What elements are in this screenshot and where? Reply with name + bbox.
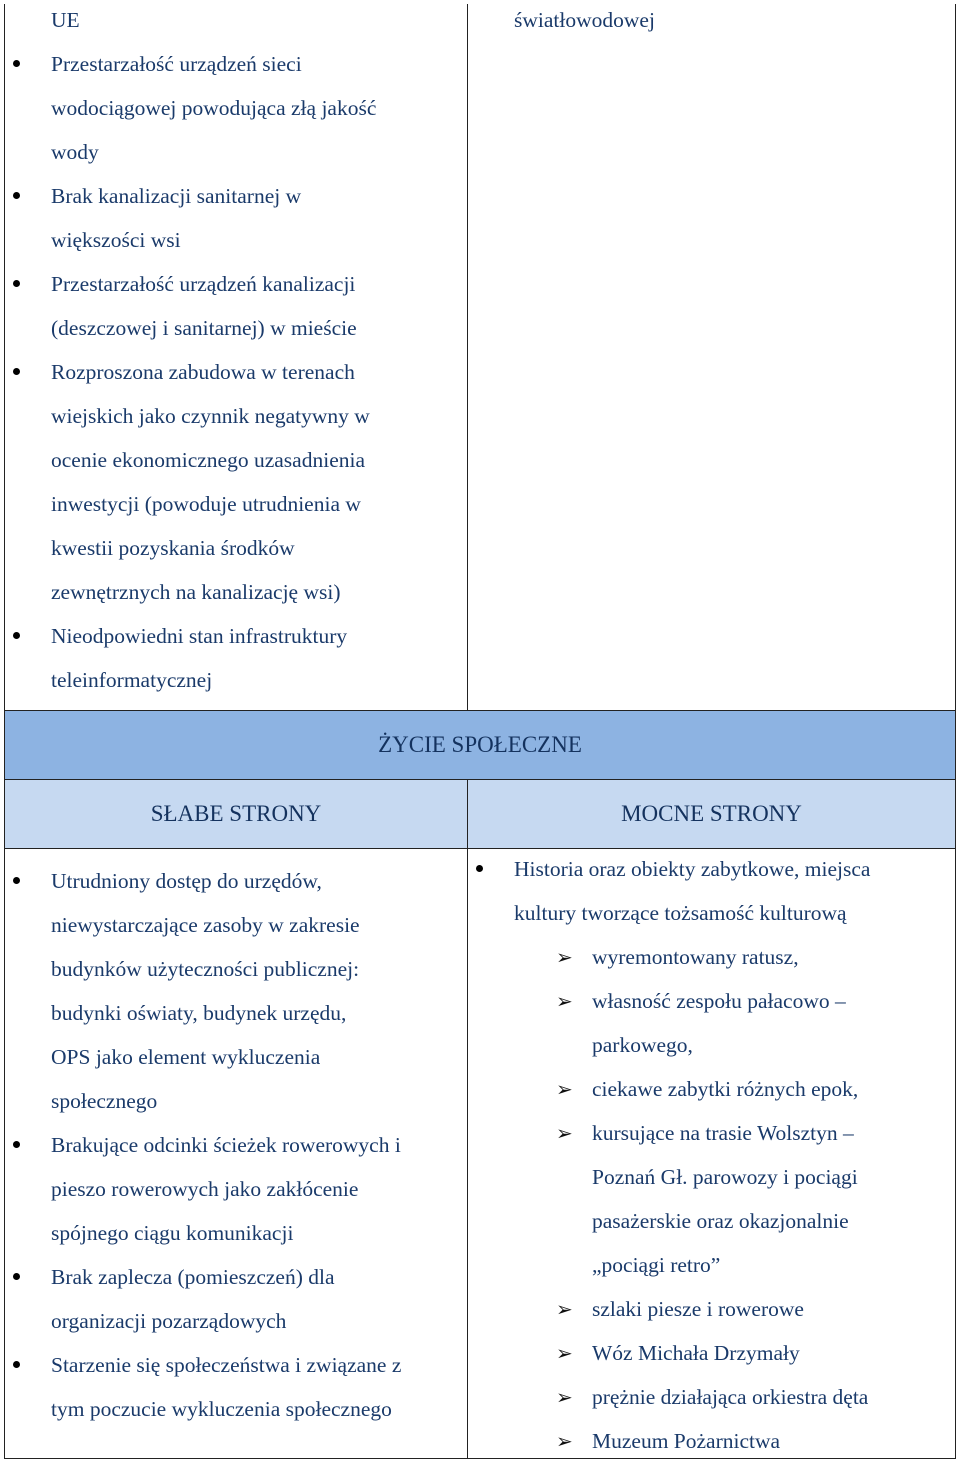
list-item: Brak zaplecza (pomieszczeń) dla organizacji pozarządowych bbox=[5, 1255, 465, 1343]
sub-list-item: ➢ Wóz Michała Drzymały bbox=[512, 1331, 952, 1375]
sub-list-item: ➢ własność zespołu pałacowo – parkowego, bbox=[512, 979, 952, 1067]
arrow-bullet-icon: ➢ bbox=[556, 989, 573, 1013]
list-item: Utrudniony dostęp do urzędów, niewystarczające zasoby w zakresie budynków użyteczności publicznej: budynki oświaty, budynek urzędu, OPS jako element wykluczenia społecznego bbox=[5, 859, 465, 1123]
arrow-bullet-icon: ➢ bbox=[556, 945, 573, 969]
top-right-cell bbox=[467, 4, 956, 711]
sub-list-item: ➢ ciekawe zabytki różnych epok, bbox=[512, 1067, 952, 1111]
sub-list-item: ➢ prężnie działająca orkiestra dęta bbox=[512, 1375, 952, 1419]
top-left-list bbox=[5, 42, 465, 702]
list-item: Przestarzałość urządzeń sieci wodociągowej powodująca złą jakość wody bbox=[5, 42, 465, 174]
sub-list-item: ➢ wyremontowany ratusz, bbox=[512, 935, 952, 979]
sub-list-item: ➢ szlaki piesze i rowerowe bbox=[512, 1287, 952, 1331]
strong-list bbox=[468, 847, 953, 935]
list-item: Przestarzałość urządzeń kanalizacji (deszczowej i sanitarnej) w mieście bbox=[5, 262, 465, 350]
section-header bbox=[4, 710, 956, 780]
arrow-bullet-icon: ➢ bbox=[556, 1121, 573, 1145]
top-left-cell bbox=[4, 4, 468, 711]
strong-sublist bbox=[512, 935, 952, 1463]
strong-cell bbox=[467, 848, 956, 1459]
sub-list-item: ➢ Muzeum Pożarnictwa bbox=[512, 1419, 952, 1463]
strong-header-cell bbox=[467, 779, 956, 849]
partial-label: UE bbox=[51, 8, 80, 32]
list-item: Historia oraz obiekty zabytkowe, miejsca kultury tworzące tożsamość kulturową bbox=[468, 847, 953, 935]
partial-text: światłowodowej bbox=[514, 8, 655, 32]
arrow-bullet-icon: ➢ bbox=[556, 1385, 573, 1409]
arrow-bullet-icon: ➢ bbox=[556, 1429, 573, 1453]
list-item: Brakujące odcinki ścieżek rowerowych i pieszo rowerowych jako zakłócenie spójnego ciągu komunikacji bbox=[5, 1123, 465, 1255]
arrow-bullet-icon: ➢ bbox=[556, 1297, 573, 1321]
list-item: Nieodpowiedni stan infrastruktury teleinformatycznej bbox=[5, 614, 465, 702]
swot-table bbox=[4, 4, 956, 1459]
strong-header: MOCNE STRONY bbox=[621, 801, 802, 826]
arrow-bullet-icon: ➢ bbox=[556, 1077, 573, 1101]
list-item: Rozproszona zabudowa w terenach wiejskich jako czynnik negatywny w ocenie ekonomicznego uzasadnienia inwestycji (powoduje utrudnienia w kwestii pozyskania środków zewnętrznych na kanalizację wsi) bbox=[5, 350, 465, 614]
sub-list-item: ➢ kursujące na trasie Wolsztyn – Poznań Gł. parowozy i pociągi pasażerskie oraz okazjonalnie „pociągi retro” bbox=[512, 1111, 952, 1287]
weak-header: SŁABE STRONY bbox=[150, 801, 322, 826]
list-item: Brak kanalizacji sanitarnej w większości wsi bbox=[5, 174, 465, 262]
weak-header-cell bbox=[4, 779, 468, 849]
list-item: Starzenie się społeczeństwa i związane z tym poczucie wykluczenia społecznego bbox=[5, 1343, 465, 1431]
weak-list bbox=[5, 859, 465, 1431]
weak-cell bbox=[4, 848, 468, 1459]
arrow-bullet-icon: ➢ bbox=[556, 1341, 573, 1365]
section-title: ŻYCIE SPOŁECZNE bbox=[378, 732, 582, 757]
